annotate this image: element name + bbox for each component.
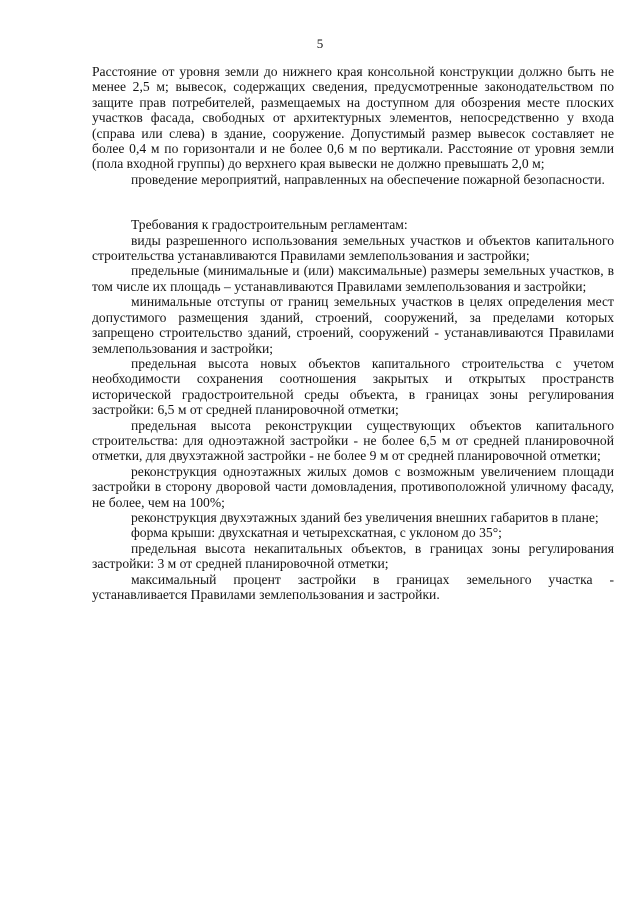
page-number: 5 <box>316 36 324 51</box>
requirement-max-coverage: максимальный процент застройки в границах земельного участка - устанавливается Правилами землепользования и застройки. <box>92 571 614 602</box>
paragraph-fire-safety: проведение мероприятий, направленных на обеспечение пожарной безопасности. <box>131 171 605 187</box>
requirement-roof-shape: форма крыши: двухскатная и четырехскатная, с уклоном до 35°; <box>131 525 502 541</box>
section-heading: Требования к градостроительным регламентам: <box>131 217 408 233</box>
requirement-setbacks: минимальные отступы от границ земельных участков в целях определения мест допустимого размещения зданий, строений, сооружений, за пределами которых запрещено строительство зданий, строений, сооружений - устанавливаются Правилами землепользования и застройки; <box>92 294 614 356</box>
requirement-temporary-structures-height: предельная высота некапитальных объектов, в границах зоны регулирования застройки: 3 м от средней планировочной отметки; <box>92 540 614 572</box>
paragraph-sign-placement: Расстояние от уровня земли до нижнего края консольной конструкции должно быть не менее 2,5 м; вывесок, содержащих сведения, предусмотренные законодательством по защите прав потребителей, размещаемых на доступном для обозрения месте плоских участков фасада, свободных от архитектурных элементов, непосредственно у входа (справа или слева) в здание, сооружение. Допустимый размер вывесок составляет не более 0,4 м по горизонтали и не более 0,6 м по вертикали. Расстояние от уровня земли (пола входной группы) до верхнего края вывески не должно превышать 2,0 м; <box>92 64 614 172</box>
requirement-land-use: виды разрешенного использования земельных участков и объектов капитального строительства устанавливаются Правилами землепользования и застройки; <box>92 232 614 264</box>
requirement-new-building-height: предельная высота новых объектов капитального строительства с учетом необходимости сохранения соотношения закрытых и открытых пространств исторической градостроительной среды объекта, в границах зоны регулирования застройки: 6,5 м от средней планировочной отметки; <box>92 355 614 418</box>
document-body <box>92 64 614 602</box>
requirement-two-storey-reconstruction: реконструкция двухэтажных зданий без увеличения внешних габаритов в плане; <box>131 509 599 525</box>
requirement-single-storey-reconstruction: реконструкция одноэтажных жилых домов с возможным увеличением площади застройки в сторону дворовой части домовладения, противоположной уличному фасаду, не более, чем на 100%; <box>92 463 614 510</box>
requirement-plot-size: предельные (минимальные и (или) максимальные) размеры земельных участков, в том числе их площадь – устанавливаются Правилами землепользования и застройки; <box>92 263 614 294</box>
section-gap <box>92 187 614 217</box>
requirement-reconstruction-height: предельная высота реконструкции существующих объектов капитального строительства: для одноэтажной застройки - не более 6,5 м от средней планировочной отметки, для двухэтажной застройки - не более 9 м от средней планировочной отметки; <box>92 417 614 464</box>
